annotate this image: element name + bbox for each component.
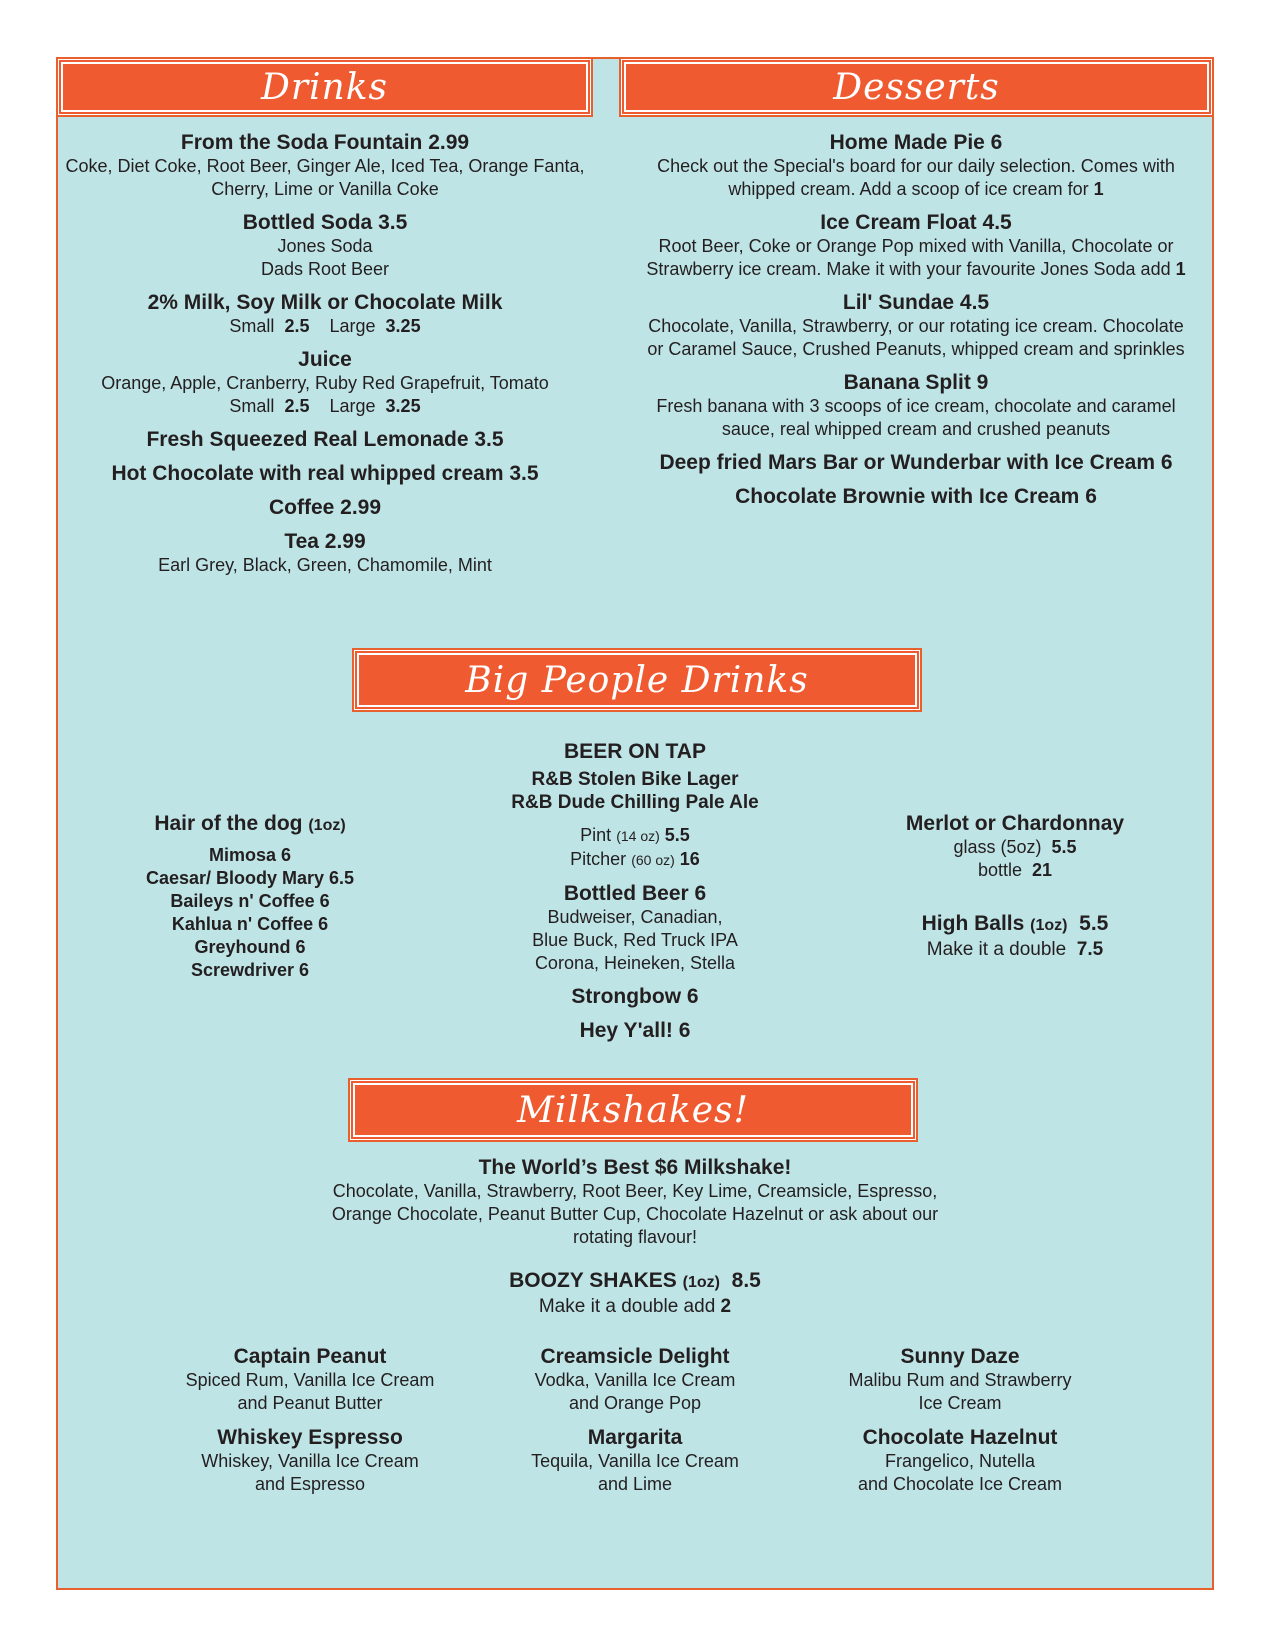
- glass-price: 5.5: [1051, 837, 1077, 857]
- drinks-heading: Drinks: [59, 60, 590, 114]
- bottle-line: [880, 859, 1150, 882]
- dessert-title: Home Made Pie 6: [829, 131, 1003, 154]
- drink-item: [60, 131, 590, 201]
- drink-desc: Cherry, Lime or Vanilla Coke: [211, 179, 439, 199]
- boozy-double-price: 2: [720, 1296, 732, 1317]
- strongbow-title: Strongbow 6: [571, 985, 699, 1008]
- highballs-title-text: High Balls: [921, 912, 1025, 935]
- shake-desc: Vodka, Vanilla Ice Cream: [534, 1370, 736, 1390]
- bottled-beer-desc: Blue Buck, Red Truck IPA: [532, 930, 738, 950]
- hey-yall-title: Hey Y'all! 6: [579, 1019, 691, 1042]
- drinks-column: [60, 131, 590, 587]
- drink-title: Fresh Squeezed Real Lemonade 3.5: [146, 428, 504, 451]
- dessert-item: [622, 485, 1210, 509]
- drink-title: Hot Chocolate with real whipped cream 3.5: [111, 462, 539, 485]
- highballs-price: 5.5: [1079, 912, 1109, 935]
- hair-item: Mimosa 6: [208, 845, 292, 865]
- drink-title: From the Soda Fountain 2.99: [180, 131, 470, 154]
- hair-item: Baileys n' Coffee 6: [170, 891, 330, 911]
- double-line: [880, 938, 1150, 961]
- best-milkshake-desc: Chocolate, Vanilla, Strawberry, Root Beer, Key Lime, Creamsicle, Espresso,: [332, 1181, 938, 1201]
- dessert-item: [622, 131, 1210, 201]
- shake-desc: and Orange Pop: [568, 1393, 702, 1413]
- hair-item: Caesar/ Bloody Mary 6.5: [145, 868, 355, 888]
- glass-label: glass (5oz): [953, 837, 1042, 857]
- shake-desc: and Chocolate Ice Cream: [857, 1474, 1063, 1494]
- hair-title: [120, 812, 380, 838]
- dessert-desc: or Caramel Sauce, Crushed Peanuts, whipped cream and sprinkles: [647, 339, 1185, 359]
- pint-line: [460, 824, 810, 848]
- best-milkshake-title: The World’s Best $6 Milkshake!: [478, 1156, 792, 1179]
- hair-item: Kahlua n' Coffee 6: [171, 914, 329, 934]
- shake-desc: and Peanut Butter: [237, 1393, 383, 1413]
- hair-title-text: Hair of the dog: [154, 812, 303, 835]
- drink-title: Coffee 2.99: [268, 496, 382, 519]
- shake-item: [820, 1345, 1100, 1415]
- small-label: Small: [229, 316, 275, 336]
- tap-item: R&B Stolen Bike Lager: [531, 769, 739, 790]
- shake-name: Sunny Daze: [900, 1345, 1020, 1368]
- pitcher-oz: (60 oz): [631, 852, 675, 868]
- shake-item: [495, 1345, 775, 1415]
- shake-item: [170, 1426, 450, 1496]
- dessert-title: Banana Split 9: [843, 371, 989, 394]
- highballs-sub: (1oz): [1030, 917, 1068, 934]
- shake-name: Whiskey Espresso: [217, 1426, 403, 1449]
- wine-title: Merlot or Chardonnay: [905, 812, 1125, 835]
- drink-desc: Earl Grey, Black, Green, Chamomile, Mint: [158, 555, 492, 575]
- dessert-item: [622, 291, 1210, 361]
- bottle-label: bottle: [977, 860, 1022, 880]
- large-label: Large: [329, 396, 376, 416]
- pint-label: Pint: [580, 825, 612, 845]
- drink-title: Bottled Soda 3.5: [242, 211, 408, 234]
- small-price: 2.5: [284, 396, 310, 416]
- size-line: [60, 395, 590, 418]
- shake-desc: Tequila, Vanilla Ice Cream: [531, 1451, 739, 1471]
- double-price: 7.5: [1076, 939, 1104, 960]
- boozy-sub: (1oz): [682, 1274, 720, 1291]
- bottle-price: 21: [1032, 860, 1053, 880]
- drink-item: [60, 462, 590, 486]
- drink-item: [60, 530, 590, 577]
- drink-item: [60, 211, 590, 281]
- desserts-column: [622, 131, 1210, 519]
- drink-item: [60, 291, 590, 338]
- pint-price: 5.5: [664, 825, 690, 845]
- pitcher-label: Pitcher: [570, 849, 627, 869]
- boozy-double-label: Make it a double add: [538, 1296, 716, 1317]
- boozy-title-text: BOOZY SHAKES: [509, 1269, 677, 1292]
- shake-desc: Frangelico, Nutella: [884, 1451, 1036, 1471]
- glass-line: [880, 836, 1150, 859]
- small-label: Small: [229, 396, 275, 416]
- hair-of-the-dog-section: [120, 812, 380, 982]
- dessert-item: [622, 211, 1210, 281]
- shake-desc: and Lime: [597, 1474, 673, 1494]
- dessert-desc: Root Beer, Coke or Orange Pop mixed with Vanilla, Chocolate or: [658, 236, 1174, 256]
- hair-title-sub: (1oz): [308, 817, 346, 834]
- shake-name: Margarita: [587, 1426, 683, 1449]
- drink-title: 2% Milk, Soy Milk or Chocolate Milk: [147, 291, 503, 314]
- large-price: 3.25: [385, 316, 421, 336]
- double-label: Make it a double: [926, 939, 1067, 960]
- desserts-heading: Desserts: [622, 60, 1211, 114]
- beer-section: [460, 740, 810, 1043]
- drink-desc: Orange, Apple, Cranberry, Ruby Red Grapefruit, Tomato: [101, 373, 549, 393]
- drink-desc: Coke, Diet Coke, Root Beer, Ginger Ale, Iced Tea, Orange Fanta,: [65, 156, 585, 176]
- small-price: 2.5: [284, 316, 310, 336]
- best-milkshake-section: [330, 1156, 940, 1318]
- bottled-beer-desc: Budweiser, Canadian,: [547, 907, 723, 927]
- addon-price: 1: [1093, 179, 1104, 199]
- pitcher-price: 16: [679, 849, 700, 869]
- size-line: [60, 315, 590, 338]
- dessert-desc-text: whipped cream. Add a scoop of ice cream for: [728, 179, 1089, 199]
- bottled-beer-title: Bottled Beer 6: [563, 882, 707, 905]
- dessert-title: Ice Cream Float 4.5: [820, 211, 1012, 234]
- best-milkshake-desc: Orange Chocolate, Peanut Butter Cup, Chocolate Hazelnut or ask about our: [331, 1204, 939, 1224]
- drink-item: [60, 496, 590, 520]
- dessert-desc: [622, 178, 1210, 201]
- shake-item: [170, 1345, 450, 1415]
- dessert-desc: [622, 258, 1210, 281]
- boozy-price: 8.5: [731, 1269, 761, 1292]
- addon-price: 1: [1175, 259, 1186, 279]
- wine-section: [880, 812, 1150, 961]
- shake-desc: and Espresso: [254, 1474, 366, 1494]
- drink-title: Tea 2.99: [284, 530, 366, 553]
- beer-on-tap-title: BEER ON TAP: [564, 740, 706, 763]
- dessert-desc-text: Strawberry ice cream. Make it with your favourite Jones Soda add: [646, 259, 1171, 279]
- shake-item: [820, 1426, 1100, 1496]
- dessert-title: Chocolate Brownie with Ice Cream 6: [735, 485, 1097, 508]
- boozy-shakes-title: [330, 1269, 940, 1295]
- pint-oz: (14 oz): [616, 828, 660, 844]
- boozy-double-line: [330, 1295, 940, 1318]
- hair-item: Greyhound 6: [194, 937, 306, 957]
- dessert-desc: sauce, real whipped cream and crushed peanuts: [721, 419, 1111, 439]
- shake-name: Captain Peanut: [233, 1345, 387, 1368]
- dessert-desc: Check out the Special's board for our daily selection. Comes with: [657, 156, 1175, 176]
- shake-name: Creamsicle Delight: [540, 1345, 730, 1368]
- dessert-item: [622, 371, 1210, 441]
- drink-title: Juice: [298, 348, 352, 371]
- highballs-title: [880, 912, 1150, 938]
- dessert-desc: Fresh banana with 3 scoops of ice cream, chocolate and caramel: [656, 396, 1176, 416]
- drink-desc: Jones Soda: [277, 236, 373, 256]
- shake-item: [495, 1426, 775, 1496]
- shake-name: Chocolate Hazelnut: [862, 1426, 1058, 1449]
- dessert-title: Deep fried Mars Bar or Wunderbar with Ice Cream 6: [659, 451, 1173, 474]
- pitcher-line: [460, 848, 810, 872]
- best-milkshake-desc: rotating flavour!: [572, 1227, 698, 1247]
- dessert-desc: Chocolate, Vanilla, Strawberry, or our rotating ice cream. Chocolate: [648, 316, 1184, 336]
- hair-item: Screwdriver 6: [190, 960, 310, 980]
- big-people-heading: Big People Drinks: [355, 651, 919, 709]
- dessert-item: [622, 451, 1210, 475]
- large-price: 3.25: [385, 396, 421, 416]
- drink-desc: Dads Root Beer: [260, 259, 390, 279]
- dessert-title: Lil' Sundae 4.5: [842, 291, 990, 314]
- shake-desc: Ice Cream: [918, 1393, 1002, 1413]
- shake-desc: Whiskey, Vanilla Ice Cream: [201, 1451, 419, 1471]
- bottled-beer-desc: Corona, Heineken, Stella: [534, 953, 736, 973]
- shake-desc: Malibu Rum and Strawberry: [848, 1370, 1072, 1390]
- milkshakes-heading: Milkshakes!: [351, 1081, 915, 1139]
- shake-desc: Spiced Rum, Vanilla Ice Cream: [185, 1370, 435, 1390]
- large-label: Large: [329, 316, 376, 336]
- drink-item: [60, 348, 590, 418]
- drink-item: [60, 428, 590, 452]
- tap-item: R&B Dude Chilling Pale Ale: [511, 792, 759, 813]
